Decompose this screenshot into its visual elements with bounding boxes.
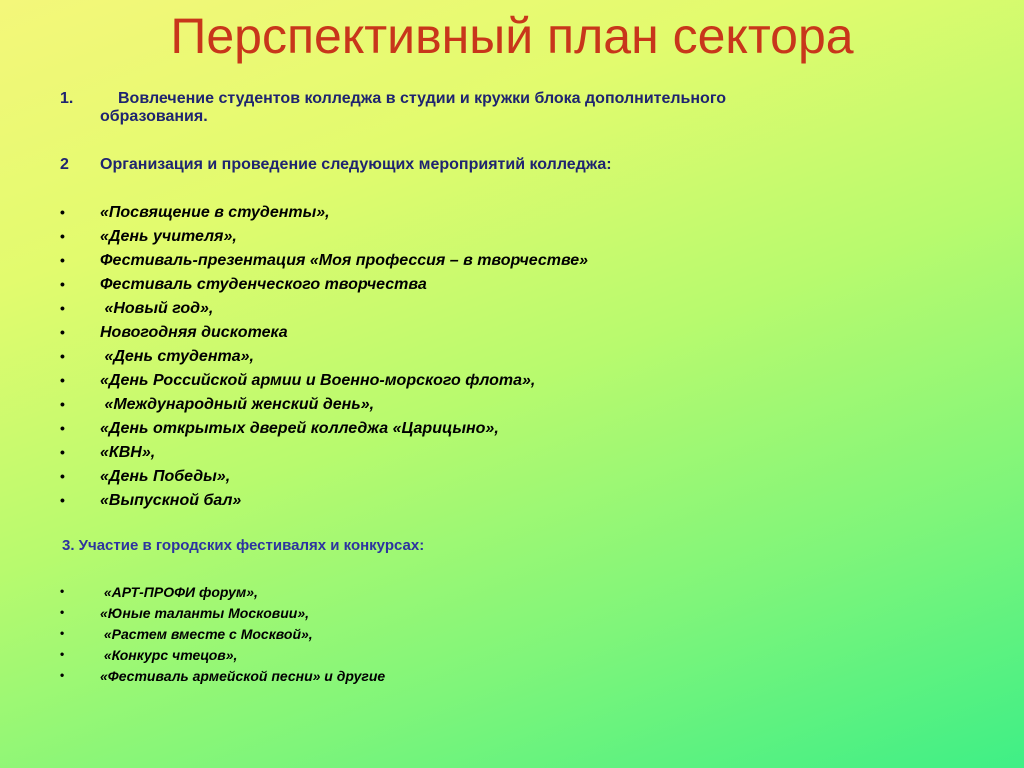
events-item-label: «КВН», bbox=[100, 444, 156, 461]
section-2-text: Организация и проведение следующих мероприятий колледжа: bbox=[100, 156, 612, 173]
bullet-icon: • bbox=[60, 252, 65, 268]
bullet-icon: • bbox=[60, 276, 65, 292]
contests-item-label: «Растем вместе с Москвой», bbox=[100, 626, 313, 642]
events-item-label: Фестиваль студенческого творчества bbox=[100, 276, 427, 293]
events-item-label: «День учителя», bbox=[100, 228, 237, 245]
section-1-number: 1. bbox=[60, 90, 74, 107]
events-item-label: Фестиваль-презентация «Моя профессия – в творчестве» bbox=[100, 252, 589, 269]
bullet-icon: • bbox=[60, 605, 65, 619]
events-item-label: «Международный женский день», bbox=[100, 396, 375, 413]
events-item-label: «День Победы», bbox=[100, 468, 231, 485]
bullet-icon: • bbox=[60, 444, 65, 460]
bullet-icon: • bbox=[60, 300, 65, 316]
section-2-number: 2 bbox=[60, 156, 69, 173]
events-item-label: Новогодняя дискотека bbox=[100, 324, 288, 341]
section-1-line-1: Вовлечение студентов колледжа в студии и кружки блока дополнительного bbox=[118, 90, 727, 107]
slide-title: Перспективный план сектора bbox=[170, 8, 854, 64]
bullet-icon: • bbox=[60, 372, 65, 388]
bullet-icon: • bbox=[60, 348, 65, 364]
events-item-label: «День Российской армии и Военно-морского флота», bbox=[100, 372, 536, 389]
bullet-icon: • bbox=[60, 204, 65, 220]
bullet-icon: • bbox=[60, 420, 65, 436]
bullet-icon: • bbox=[60, 668, 65, 682]
bullet-icon: • bbox=[60, 647, 65, 661]
events-item-label: «Выпускной бал» bbox=[100, 492, 242, 509]
contests-item-label: «АРТ-ПРОФИ форум», bbox=[100, 584, 258, 600]
events-item-label: «Посвящение в студенты», bbox=[100, 204, 330, 221]
bullet-icon: • bbox=[60, 492, 65, 508]
bullet-icon: • bbox=[60, 584, 65, 598]
section-3-heading: 3. Участие в городских фестивалях и конкурсах: bbox=[62, 537, 425, 554]
contests-item-label: «Фестиваль армейской песни» и другие bbox=[100, 668, 386, 684]
bullet-icon: • bbox=[60, 396, 65, 412]
bullet-icon: • bbox=[60, 228, 65, 244]
events-item-label: «Новый год», bbox=[100, 300, 214, 317]
contests-item-label: «Конкурс чтецов», bbox=[100, 647, 238, 663]
events-item-label: «День студента», bbox=[100, 348, 254, 365]
contests-item-label: «Юные таланты Московии», bbox=[100, 605, 309, 621]
bullet-icon: • bbox=[60, 324, 65, 340]
bullet-icon: • bbox=[60, 468, 65, 484]
bullet-icon: • bbox=[60, 626, 65, 640]
section-1-line-2: образования. bbox=[100, 108, 208, 125]
events-item-label: «День открытых дверей колледжа «Царицыно», bbox=[100, 420, 499, 437]
